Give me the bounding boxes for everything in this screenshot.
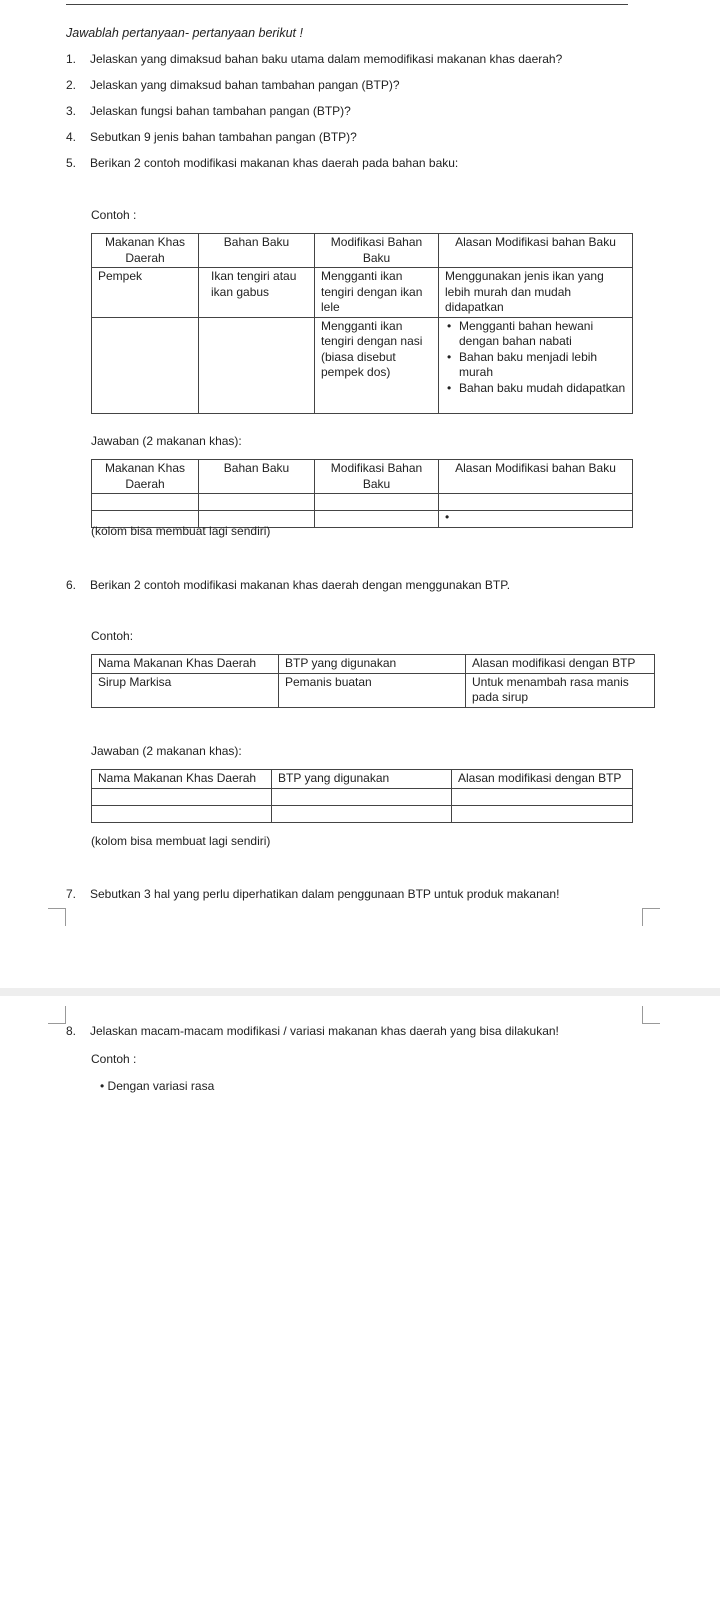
table-cell-reasons: [439, 317, 633, 413]
table-header-cell: Bahan Baku: [199, 460, 315, 494]
table-header-row: [92, 234, 633, 268]
margin-corner-mark: [642, 1006, 660, 1024]
table-cell: Mengganti ikan tengiri dengan ikan lele: [315, 268, 439, 318]
table-header-cell: BTP yang digunakan: [279, 655, 466, 674]
q6-answer-label: Jawaban (2 makanan khas):: [91, 744, 242, 758]
table-cell: [92, 788, 272, 805]
margin-corner-mark: [48, 908, 66, 926]
q6-example-label: Contoh:: [91, 629, 134, 643]
table-header-cell: BTP yang digunakan: [272, 770, 452, 789]
q5-example-label: Contoh :: [91, 208, 137, 222]
table-row: [92, 268, 633, 318]
table-header-cell: Bahan Baku: [199, 234, 315, 268]
q5-note: (kolom bisa membuat lagi sendiri): [91, 524, 271, 538]
table-row: [92, 317, 633, 413]
q5-example-table: [91, 233, 633, 414]
question-number: 5.: [66, 156, 77, 170]
question-5: [66, 156, 458, 170]
page-title: Jawablah pertanyaan- pertanyaan berikut !: [66, 26, 303, 40]
table-cell: [272, 805, 452, 822]
table-cell: [315, 511, 439, 528]
table-header-cell: Alasan Modifikasi bahan Baku: [439, 234, 633, 268]
document-page-2: [0, 996, 720, 1600]
list-item: • Bahan baku mudah didapatkan: [445, 381, 626, 397]
table-cell: Mengganti ikan tengiri dengan nasi (biasa disebut pempek dos): [315, 317, 439, 413]
q8-example-bullet: [100, 1079, 214, 1093]
question-text: Sebutkan 3 hal yang perlu diperhatikan dalam penggunaan BTP untuk produk makanan!: [90, 887, 560, 901]
table-cell: [92, 494, 199, 511]
table-cell: Sirup Markisa: [92, 673, 279, 707]
table-header-cell: Makanan Khas Daerah: [92, 234, 199, 268]
q6-answer-table: [91, 769, 633, 823]
question-4: [66, 130, 357, 144]
list-item: • Bahan baku menjadi lebih murah: [445, 350, 626, 381]
question-6: [66, 578, 510, 592]
question-text: Berikan 2 contoh modifikasi makanan khas daerah pada bahan baku:: [90, 156, 459, 170]
table-cell: Menggunakan jenis ikan yang lebih murah dan mudah didapatkan: [439, 268, 633, 318]
table-header-row: [92, 655, 655, 674]
question-7: [66, 887, 559, 901]
table-header-cell: Modifikasi Bahan Baku: [315, 460, 439, 494]
table-header-row: [92, 460, 633, 494]
question-1: [66, 52, 562, 66]
question-text: Jelaskan macam-macam modifikasi / variasi makanan khas daerah yang bisa dilakukan!: [90, 1024, 559, 1038]
table-cell: [452, 788, 633, 805]
question-2: [66, 78, 400, 92]
question-number: 8.: [66, 1024, 77, 1038]
table-header-cell: Alasan Modifikasi bahan Baku: [439, 460, 633, 494]
table-cell: Pempek: [92, 268, 199, 318]
table-row: [92, 494, 633, 511]
table-cell: Ikan tengiri atau ikan gabus: [199, 268, 315, 318]
question-text: Berikan 2 contoh modifikasi makanan khas daerah dengan menggunakan BTP.: [90, 578, 511, 592]
question-number: 6.: [66, 578, 77, 592]
bullet-text: Dengan variasi rasa: [107, 1079, 215, 1093]
table-cell: [315, 494, 439, 511]
margin-corner-mark: [642, 908, 660, 926]
reason-list: [445, 319, 626, 397]
q6-example-table: [91, 654, 655, 708]
table-cell: [92, 805, 272, 822]
table-cell: [199, 494, 315, 511]
question-number: 7.: [66, 887, 77, 901]
bullet-glyph: •: [100, 1079, 108, 1093]
margin-corner-mark: [48, 1006, 66, 1024]
question-text: Jelaskan fungsi bahan tambahan pangan (BTP)?: [90, 104, 351, 118]
question-number: 2.: [66, 78, 77, 92]
table-header-cell: Nama Makanan Khas Daerah: [92, 655, 279, 674]
q6-note: (kolom bisa membuat lagi sendiri): [91, 834, 271, 848]
question-3: [66, 104, 351, 118]
question-number: 1.: [66, 52, 77, 66]
question-text: Jelaskan yang dimaksud bahan baku utama dalam memodifikasi makanan khas daerah?: [90, 52, 563, 66]
q5-answer-table: [91, 459, 633, 528]
table-header-cell: Makanan Khas Daerah: [92, 460, 199, 494]
question-8: [66, 1024, 559, 1038]
table-row: [92, 673, 655, 707]
table-cell: [452, 805, 633, 822]
list-item: • Mengganti bahan hewani dengan bahan nabati: [445, 319, 626, 350]
table-header-cell: Alasan modifikasi dengan BTP: [452, 770, 633, 789]
table-cell: [439, 494, 633, 511]
q8-example-label: Contoh :: [91, 1052, 137, 1066]
table-cell: •: [439, 511, 633, 528]
table-row: [92, 788, 633, 805]
table-cell: Pemanis buatan: [279, 673, 466, 707]
question-number: 4.: [66, 130, 77, 144]
table-cell: [272, 788, 452, 805]
page-break: [0, 988, 720, 996]
table-header-cell: Alasan modifikasi dengan BTP: [466, 655, 655, 674]
table-cell: [199, 317, 315, 413]
question-text: Jelaskan yang dimaksud bahan tambahan pangan (BTP)?: [90, 78, 400, 92]
table-header-row: [92, 770, 633, 789]
question-number: 3.: [66, 104, 77, 118]
table-header-cell: Nama Makanan Khas Daerah: [92, 770, 272, 789]
header-rule: [66, 4, 628, 5]
q5-answer-label: Jawaban (2 makanan khas):: [91, 434, 242, 448]
table-header-cell: Modifikasi Bahan Baku: [315, 234, 439, 268]
table-cell: [92, 317, 199, 413]
table-cell: Untuk menambah rasa manis pada sirup: [466, 673, 655, 707]
question-text: Sebutkan 9 jenis bahan tambahan pangan (BTP)?: [90, 130, 357, 144]
table-row: [92, 805, 633, 822]
